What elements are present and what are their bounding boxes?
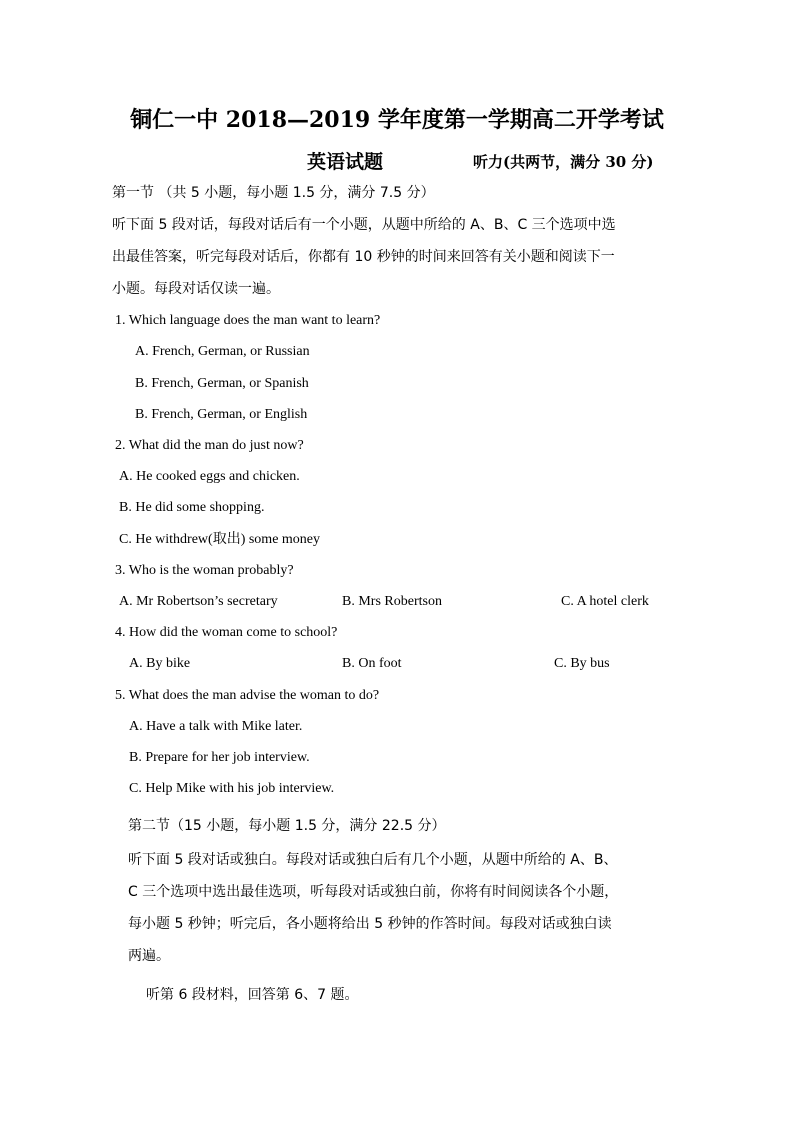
question-3-option: A. Mr Robertson’s secretary xyxy=(119,594,278,609)
section2-instruction-line: 两遍。 xyxy=(128,948,170,964)
material-note: 听第 6 段材料，回答第 6、7 题。 xyxy=(146,987,359,1003)
exam-subtitle: 英语试题 xyxy=(307,151,384,173)
exam-title: 铜仁一中 2018—2019 学年度第一学期高二开学考试 xyxy=(130,107,664,133)
question-2-option: C. He withdrew(取出) some money xyxy=(119,532,321,547)
section1-instruction-line: 小题。每段对话仅读一遍。 xyxy=(112,281,280,297)
question-5: 5. What does the man advise the woman to do? xyxy=(115,688,380,703)
section2-heading: 第二节（15 小题，每小题 1.5 分，满分 22.5 分） xyxy=(128,818,446,834)
question-4-option: A. By bike xyxy=(129,656,191,671)
section1-instruction-line: 听下面 5 段对话，每段对话后有一个小题，从题中所给的 A、B、C 三个选项中选 xyxy=(112,217,616,233)
question-4: 4. How did the woman come to school? xyxy=(115,625,338,640)
question-1-option: B. French, German, or Spanish xyxy=(135,376,309,391)
question-5-option: A. Have a talk with Mike later. xyxy=(129,719,303,734)
question-4-option: B. On foot xyxy=(342,656,402,671)
question-5-option: B. Prepare for her job interview. xyxy=(129,750,310,765)
question-3-option: B. Mrs Robertson xyxy=(342,594,442,609)
question-1: 1. Which language does the man want to learn? xyxy=(115,313,381,328)
question-4-option: C. By bus xyxy=(554,656,610,671)
question-2-option: A. He cooked eggs and chicken. xyxy=(119,469,300,484)
question-3-option: C. A hotel clerk xyxy=(561,594,649,609)
listening-header: 听力(共两节，满分 30 分) xyxy=(473,153,654,171)
question-1-option: A. French, German, or Russian xyxy=(135,344,310,359)
question-2: 2. What did the man do just now? xyxy=(115,438,304,453)
section1-instruction-line: 出最佳答案，听完每段对话后，你都有 10 秒钟的时间来回答有关小题和阅读下一 xyxy=(112,249,615,265)
section1-heading: 第一节 （共 5 小题，每小题 1.5 分，满分 7.5 分） xyxy=(112,185,435,201)
question-1-option: B. French, German, or English xyxy=(135,407,308,422)
section2-instruction-line: 每小题 5 秒钟；听完后，各小题将给出 5 秒钟的作答时间。每段对话或独白读 xyxy=(128,916,612,932)
question-3: 3. Who is the woman probably? xyxy=(115,563,294,578)
question-5-option: C. Help Mike with his job interview. xyxy=(129,781,335,796)
question-2-option: B. He did some shopping. xyxy=(119,500,265,515)
section2-instruction-line: 听下面 5 段对话或独白。每段对话或独白后有几个小题，从题中所给的 A、B、 xyxy=(128,852,618,868)
section2-instruction-line: C 三个选项中选出最佳选项，听每段对话或独白前，你将有时间阅读各个小题， xyxy=(128,884,619,900)
